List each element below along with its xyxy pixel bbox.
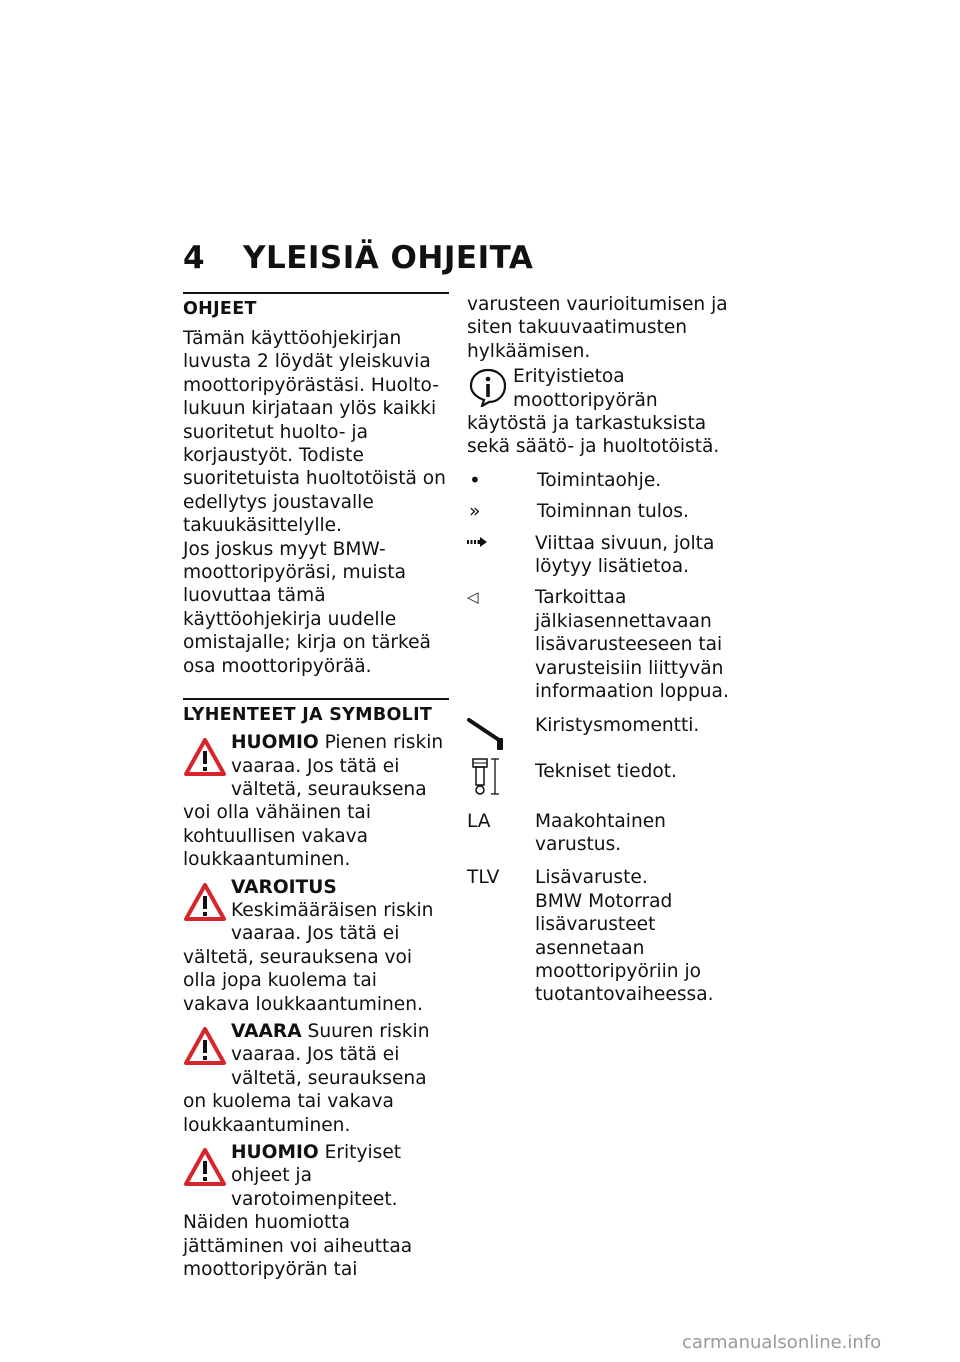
danger-note: [183, 1020, 449, 1137]
symbol-desc: Lisävaruste.: [535, 867, 648, 889]
ohjeet-paragraph-1: Tämän käyttöohjekirjan luvusta 2 löydät yleiskuvia moottoripyörästäsi. Huolto-lukuun kirjataan ylös kaikki suoritetut huolto- ja korjaustyöt. Todiste suoritetuista huoltotöistä on edellytys joustavalle takuukäsittelylle.: [183, 328, 446, 537]
technical-data-icon: [467, 756, 503, 798]
symbol-desc-detail: BMW Motorrad lisävarusteet asennetaan moottoripyöriin jo tuotantovaiheessa.: [535, 890, 714, 1006]
torque-wrench-icon: [467, 714, 511, 754]
symbol-row-technical-data: [467, 756, 739, 798]
symbol-desc: Viittaa sivuun, jolta löytyy lisätietoa.: [535, 532, 715, 578]
symbol-row-action: [467, 469, 739, 492]
warning-note: [183, 876, 449, 1016]
note-text: Pienen riskin vaaraa. Jos tätä ei vältetä, seurauksena voi olla vähäinen tai kohtuullisen vakava loukkaantuminen.: [183, 732, 444, 871]
symbol-row-la: [467, 810, 739, 857]
info-icon: [467, 367, 509, 407]
technical-data-symbol: [467, 756, 535, 798]
info-note: [467, 365, 739, 459]
note-keyword: HUOMIO: [231, 1142, 319, 1163]
chapter-title-text: YLEISIÄ OHJEITA: [243, 240, 534, 276]
left-column: [183, 292, 449, 1281]
end-marker-symbol: ◁: [467, 588, 479, 607]
la-abbreviation: LA: [467, 810, 491, 832]
section-heading-lyhenteet: LYHENTEET JA SYMBOLIT: [183, 698, 449, 727]
watermark: carmanualsonline.info: [682, 1332, 882, 1353]
symbol-row-torque: [467, 714, 739, 754]
note-keyword: HUOMIO: [231, 732, 319, 754]
symbol-desc: Kiristysmomentti.: [535, 714, 700, 736]
chapter-title: [183, 240, 533, 276]
ohjeet-paragraph-2: Jos joskus myyt BMW-moottoripyöräsi, muista luovuttaa tämä käyttöohjekirja uudelle omistajalle; kirja on tärkeä osa moottoripyörää.: [183, 538, 431, 677]
symbol-desc: Toimintaohje.: [537, 469, 662, 491]
warning-triangle-icon: [183, 1024, 227, 1070]
page-reference-symbol: [467, 532, 535, 579]
warning-triangle-icon: [183, 1145, 227, 1191]
symbol-desc: Toiminnan tulos.: [537, 501, 689, 523]
note-keyword: VAROITUS: [231, 876, 337, 898]
symbol-row-tlv: [467, 866, 739, 1006]
caution-note-1: [183, 731, 449, 871]
bullet-symbol: •: [469, 467, 481, 492]
symbol-row-accessory-end: [467, 586, 739, 703]
tlv-abbreviation: TLV: [467, 867, 500, 889]
symbol-desc: Tarkoittaa jälkiasennettavaan lisävarusteeseen tai varusteisiin liittyvän informaation loppua.: [535, 587, 729, 703]
torque-symbol: [467, 714, 535, 754]
info-note-text: Erityistietoa moottoripyörän käytöstä ja tarkastuksista sekä säätö- ja huoltotöistä.: [467, 366, 720, 458]
symbol-desc: Maakohtainen varustus.: [535, 810, 666, 855]
symbol-row-page-reference: [467, 532, 739, 579]
arrow-reference-icon: [467, 532, 489, 552]
continuation-text: varusteen vaurioitumisen ja siten takuuvaatimusten hylkäämisen.: [467, 294, 728, 362]
note-text: Suuren riskin vaaraa. Jos tätä ei vältetä, seurauksena on kuolema tai vakava loukkaantuminen.: [183, 1020, 430, 1136]
symbol-desc: Tekniset tiedot.: [535, 760, 677, 782]
warning-triangle-icon: [183, 735, 227, 781]
symbol-desc-group: [535, 866, 739, 1006]
note-text: Keskimääräisen riskin vaaraa. Jos tätä ei vältetä, seurauksena voi olla jopa kuolema tai vakava loukkaantuminen.: [183, 899, 434, 1015]
symbol-row-result: [467, 500, 739, 523]
note-keyword: VAARA: [231, 1020, 302, 1042]
chapter-number: 4: [183, 240, 206, 276]
result-symbol: »: [469, 501, 481, 523]
section-heading-ohjeet: OHJEET: [183, 292, 449, 321]
caution-note-2: [183, 1141, 449, 1281]
right-column: [467, 292, 739, 1007]
warning-triangle-icon: [183, 880, 227, 926]
note-text: Erityiset ohjeet ja varotoimenpiteet. Näiden huomiotta jättäminen voi aiheuttaa moottoripyörän tai: [183, 1142, 413, 1281]
